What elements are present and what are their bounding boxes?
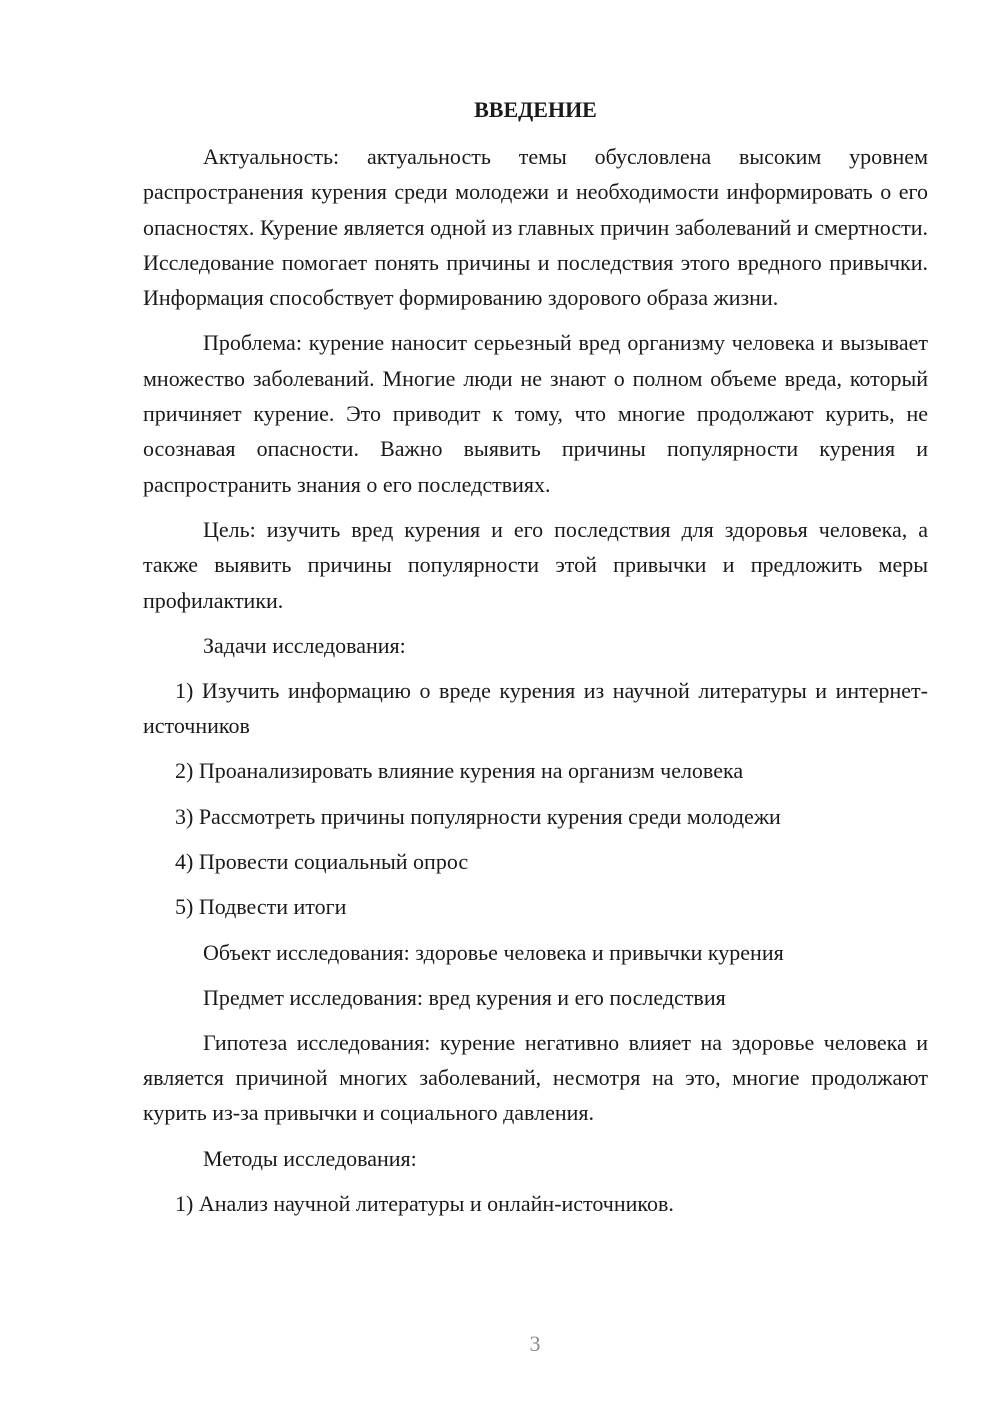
method-item: 1) Анализ научной литературы и онлайн-источников.	[175, 1190, 674, 1216]
relevance-paragraph: Актуальность: актуальность темы обусловлена высоким уровнем распространения курения среди молодежи и необходимости информировать о его опасностях. Курение является одной из главных причин заболеваний и смертности. Исследование помогает понять причины и последствия этого вредного привычки. Информация способствует формированию здорового образа жизни.	[143, 144, 928, 311]
task-item: 3) Рассмотреть причины популярности курения среди молодежи	[175, 803, 781, 829]
page-number: 3	[529, 1331, 541, 1356]
task-item: 4) Провести социальный опрос	[175, 849, 469, 875]
problem-paragraph: Проблема: курение наносит серьезный вред организму человека и вызывает множество заболеваний. Многие люди не знают о полном объеме вреда, который причиняет курение. Это приводит к тому, что многие продолжают курить, не осознавая опасности. Важно выявить причины популярности курения и распространить знания о его последствиях.	[143, 330, 928, 497]
goal-paragraph: Цель: изучить вред курения и его последствия для здоровья человека, а также выявить причины популярности этой привычки и предложить меры профилактики.	[143, 516, 928, 613]
object-line: Объект исследования: здоровье человека и привычки курения	[203, 939, 784, 965]
task-item: 5) Подвести итоги	[175, 894, 347, 920]
page-content	[143, 92, 928, 1231]
methods-label: Методы исследования:	[203, 1145, 417, 1171]
subject-line: Предмет исследования: вред курения и его последствия	[203, 984, 726, 1010]
page-title: ВВЕДЕНИЕ	[474, 97, 597, 122]
tasks-label: Задачи исследования:	[203, 632, 406, 658]
task-item: 1) Изучить информацию о вреде курения из научной литературы и интернет-источников	[143, 677, 928, 739]
task-item: 2) Проанализировать влияние курения на организм человека	[175, 758, 744, 784]
hypothesis-paragraph: Гипотеза исследования: курение негативно влияет на здоровье человека и является причиной многих заболеваний, несмотря на это, многие продолжают курить из-за привычки и социального давления.	[143, 1029, 928, 1126]
